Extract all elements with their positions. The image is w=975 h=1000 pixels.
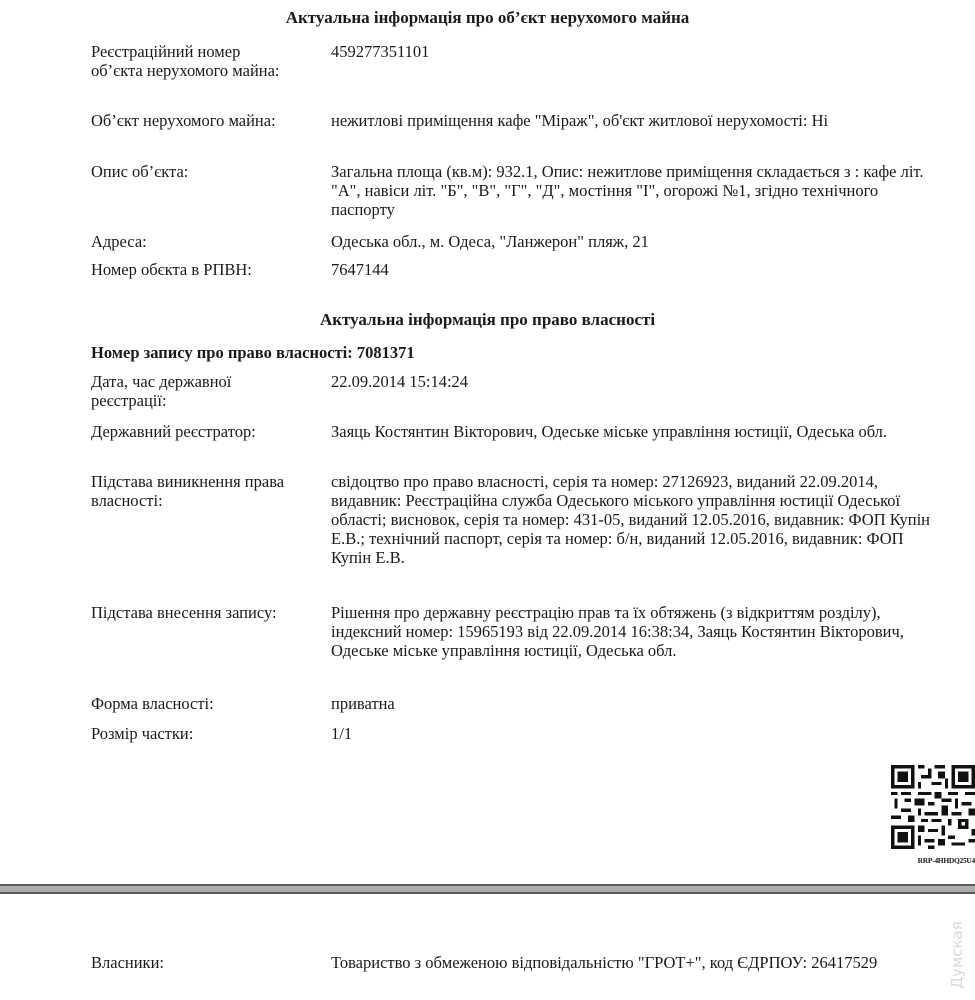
field-label: Власники:	[91, 953, 164, 972]
field-label: Опис об’єкта:	[91, 162, 189, 181]
field-label: Об’єкт нерухомого майна:	[91, 111, 276, 130]
field-label: Розмір частки:	[91, 724, 194, 743]
field-value: 1/1	[331, 724, 353, 743]
qr-code-icon	[891, 765, 975, 849]
field-label: Реєстраційний номер об’єкта нерухомого майна:	[91, 42, 280, 80]
field-value: свідоцтво про право власності, серія та номер: 27126923, виданий 22.09.2014, видавник: Реєстраційна служба Одеського міського управління юстиції Одеської області; висновок, серія та номер: 431-05, виданий 12.05.2016, видавник: ФОП Купін Е.В.; технічний паспорт, серія та номер: б/н, виданий 12.05.2016, видавник: ФОП Купін Е.В.	[331, 472, 931, 567]
field-value: Заяць Костянтин Вікторович, Одеське міське управління юстиції, Одеська обл.	[331, 422, 888, 441]
field-value: Рішення про державну реєстрацію прав та їх обтяжень (з відкриттям розділу), індексний номер: 15965193 від 22.09.2014 16:38:34, Заяць Костянтин Вікторович, Одеське міське управління юстиції, Одеська обл.	[331, 603, 904, 660]
field-value: нежитлові приміщення кафе "Міраж", об'єкт житлової нерухомості: Ні	[331, 111, 829, 130]
field-label: Форма власності:	[91, 694, 214, 713]
field-label: Державний реєстратор:	[91, 422, 256, 441]
field-label: Підстава виникнення права власності:	[91, 472, 285, 510]
field-address	[91, 232, 941, 251]
field-label: Номер обєкта в РПВН:	[91, 260, 252, 279]
field-value: 7647144	[331, 260, 389, 279]
field-record-basis	[91, 603, 941, 660]
ownership-section-title: Актуальна інформація про право власності	[319, 310, 656, 329]
field-label: Дата, час державної реєстрації:	[91, 372, 232, 410]
field-ownership-basis	[91, 472, 941, 567]
field-owners	[91, 953, 941, 972]
watermark-text: Думская	[948, 921, 966, 989]
field-value: Загальна площа (кв.м): 932.1, Опис: нежитлове приміщення складається з : кафе літ. "А", навіси літ. "Б", "В", "Г", "Д", мостіння "І", огорожі №1, згідно технічного паспорту	[331, 162, 924, 219]
field-value: 22.09.2014 15:14:24	[331, 372, 469, 391]
field-value: Одеська обл., м. Одеса, "Ланжерон" пляж, 21	[331, 232, 649, 251]
page-divider	[0, 884, 975, 894]
field-registration-number	[91, 42, 941, 80]
field-registrar	[91, 422, 941, 441]
field-registration-date	[91, 372, 941, 410]
qr-caption: RRP-4HHDQ25U4	[917, 856, 975, 865]
field-value: 459277351101	[331, 42, 430, 61]
field-share-size	[91, 724, 941, 743]
field-rpvn-number	[91, 260, 941, 279]
watermark	[945, 915, 969, 995]
field-object	[91, 111, 941, 130]
field-label: Адреса:	[91, 232, 147, 251]
ownership-record-number: Номер запису про право власності: 7081371	[91, 343, 415, 362]
field-value: Товариство з обмеженою відповідальністю "ГРОТ+", код ЄДРПОУ: 26417529	[331, 953, 878, 972]
object-section-title: Актуальна інформація про об’єкт нерухомого майна	[285, 8, 690, 27]
field-ownership-form	[91, 694, 941, 713]
field-label: Підстава внесення запису:	[91, 603, 277, 622]
field-value: приватна	[331, 694, 395, 713]
field-description	[91, 162, 941, 219]
